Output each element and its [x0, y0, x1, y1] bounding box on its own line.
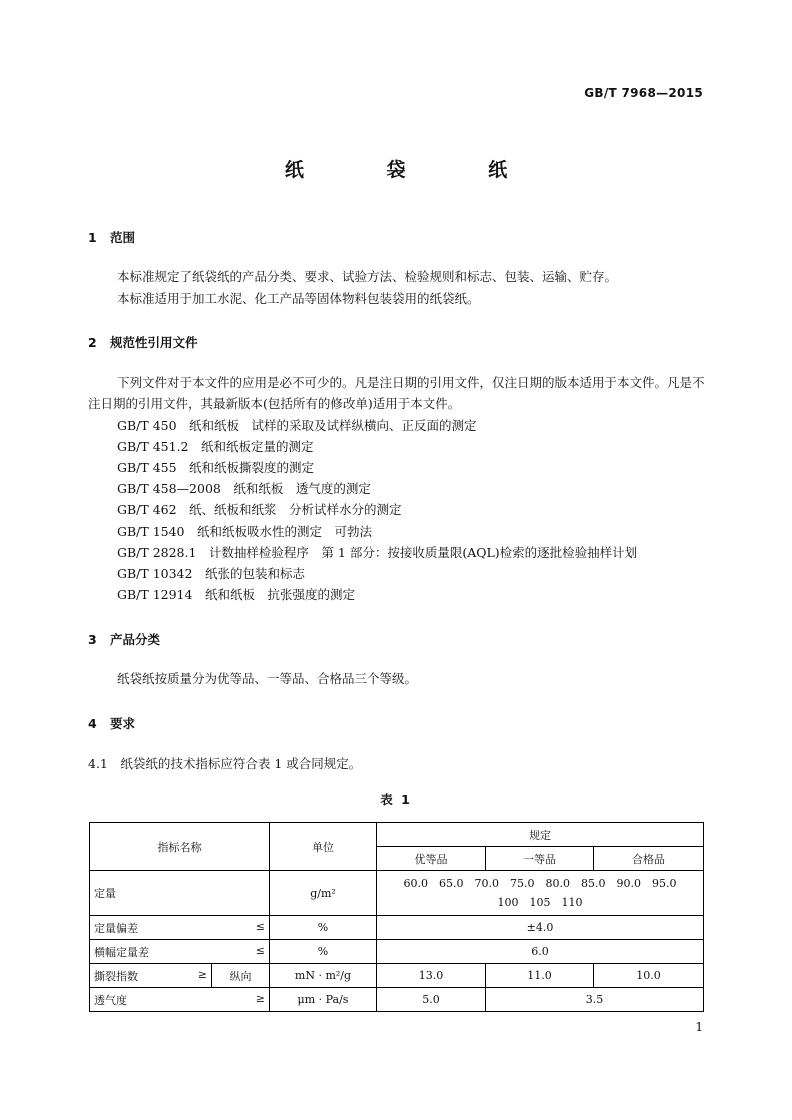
section-4-heading	[88, 714, 135, 732]
comparison-symbol: ≥	[255, 991, 265, 1005]
header-grade-superior: 优等品	[377, 847, 486, 871]
reference-item: GB/T 1540 纸和纸板吸水性的测定 可勃法	[117, 524, 373, 539]
section-title: 规范性引用文件	[110, 335, 198, 350]
header-grade-first: 一等品	[486, 847, 594, 871]
header-spec: 规定	[377, 823, 704, 847]
section-title: 要求	[110, 716, 136, 731]
normative-intro: 下列文件对于本文件的应用是必不可少的。凡是注日期的引用文件，仅注日期的版本适用于本文件。凡是不注日期的引用文件，其最新版本(包括所有的修改单)适用于本文件。	[88, 375, 705, 411]
row-value-superior: 13.0	[377, 964, 486, 988]
table-row	[90, 988, 704, 1012]
comparison-symbol: ≥	[197, 967, 207, 981]
reference-item: GB/T 10342 纸张的包装和标志	[117, 566, 305, 581]
row-label: 定量偏差	[94, 921, 138, 935]
reference-item: GB/T 458—2008 纸和纸板 透气度的测定	[117, 481, 371, 496]
table-header-row	[90, 823, 704, 847]
document-title: 纸 袋 纸	[284, 159, 546, 181]
header-unit: 单位	[270, 823, 377, 871]
classification-paragraph: 纸袋纸按质量分为优等品、一等品、合格品三个等级。	[117, 671, 418, 686]
table-row	[90, 871, 704, 916]
row-value-first: 11.0	[486, 964, 594, 988]
row-label: 透气度	[94, 993, 127, 1007]
page-number: 1	[695, 1020, 703, 1034]
row-name-air-permeance	[90, 988, 270, 1012]
spec-table	[89, 822, 704, 1012]
section-title: 产品分类	[110, 632, 161, 647]
row-value: ±4.0	[377, 916, 704, 940]
header-grade-qualified: 合格品	[594, 847, 704, 871]
clause-4-1: 4.1 纸袋纸的技术指标应符合表 1 或合同规定。	[88, 756, 362, 771]
row-values-grammage	[377, 871, 704, 916]
row-unit: g/m²	[270, 871, 377, 916]
scope-paragraph-2: 本标准适用于加工水泥、化工产品等固体物料包装袋用的纸袋纸。	[117, 291, 480, 306]
reference-item: GB/T 450 纸和纸板 试样的采取及试样纵横向、正反面的测定	[117, 418, 477, 433]
row-unit: μm · Pa/s	[270, 988, 377, 1012]
section-number: 1	[88, 230, 97, 245]
standard-number: GB/T 7968—2015	[584, 86, 703, 100]
section-title: 范围	[110, 230, 136, 245]
section-number: 2	[88, 335, 97, 350]
section-number: 4	[88, 716, 97, 731]
row-value-superior: 5.0	[377, 988, 486, 1012]
row-name-tear-index	[90, 964, 212, 988]
comparison-symbol: ≤	[255, 943, 265, 957]
row-name-cross-deviation	[90, 940, 270, 964]
row-value: 6.0	[377, 940, 704, 964]
row-label: 横幅定量差	[94, 945, 149, 959]
section-1-heading	[88, 228, 135, 246]
row-direction: 纵向	[212, 964, 270, 988]
grammage-values-line-2: 100 105 110	[497, 896, 583, 909]
section-number: 3	[88, 632, 97, 647]
row-label: 撕裂指数	[94, 969, 138, 983]
reference-item: GB/T 455 纸和纸板撕裂度的测定	[117, 460, 315, 475]
row-unit: %	[270, 940, 377, 964]
row-value-first-qualified: 3.5	[486, 988, 704, 1012]
header-indicator: 指标名称	[90, 823, 270, 871]
row-unit: %	[270, 916, 377, 940]
section-3-heading	[88, 630, 160, 648]
row-name-grammage: 定量	[90, 871, 270, 916]
reference-item: GB/T 451.2 纸和纸板定量的测定	[117, 439, 314, 454]
row-unit: mN · m²/g	[270, 964, 377, 988]
reference-item: GB/T 2828.1 计数抽样检验程序 第 1 部分：按接收质量限(AQL)检索的逐批检验抽样计划	[117, 545, 638, 560]
table-row	[90, 964, 704, 988]
table-caption: 表 1	[380, 792, 412, 807]
grammage-values-line-1: 60.0 65.0 70.0 75.0 80.0 85.0 90.0 95.0	[403, 877, 677, 890]
row-value-qualified: 10.0	[594, 964, 704, 988]
comparison-symbol: ≤	[255, 919, 265, 933]
scope-paragraph-1: 本标准规定了纸袋纸的产品分类、要求、试验方法、检验规则和标志、包装、运输、贮存。	[117, 269, 618, 284]
table-row	[90, 940, 704, 964]
table-row	[90, 916, 704, 940]
reference-item: GB/T 462 纸、纸板和纸浆 分析试样水分的测定	[117, 502, 402, 517]
reference-item: GB/T 12914 纸和纸板 抗张强度的测定	[117, 587, 355, 602]
section-2-heading	[88, 333, 198, 351]
row-name-grammage-deviation	[90, 916, 270, 940]
